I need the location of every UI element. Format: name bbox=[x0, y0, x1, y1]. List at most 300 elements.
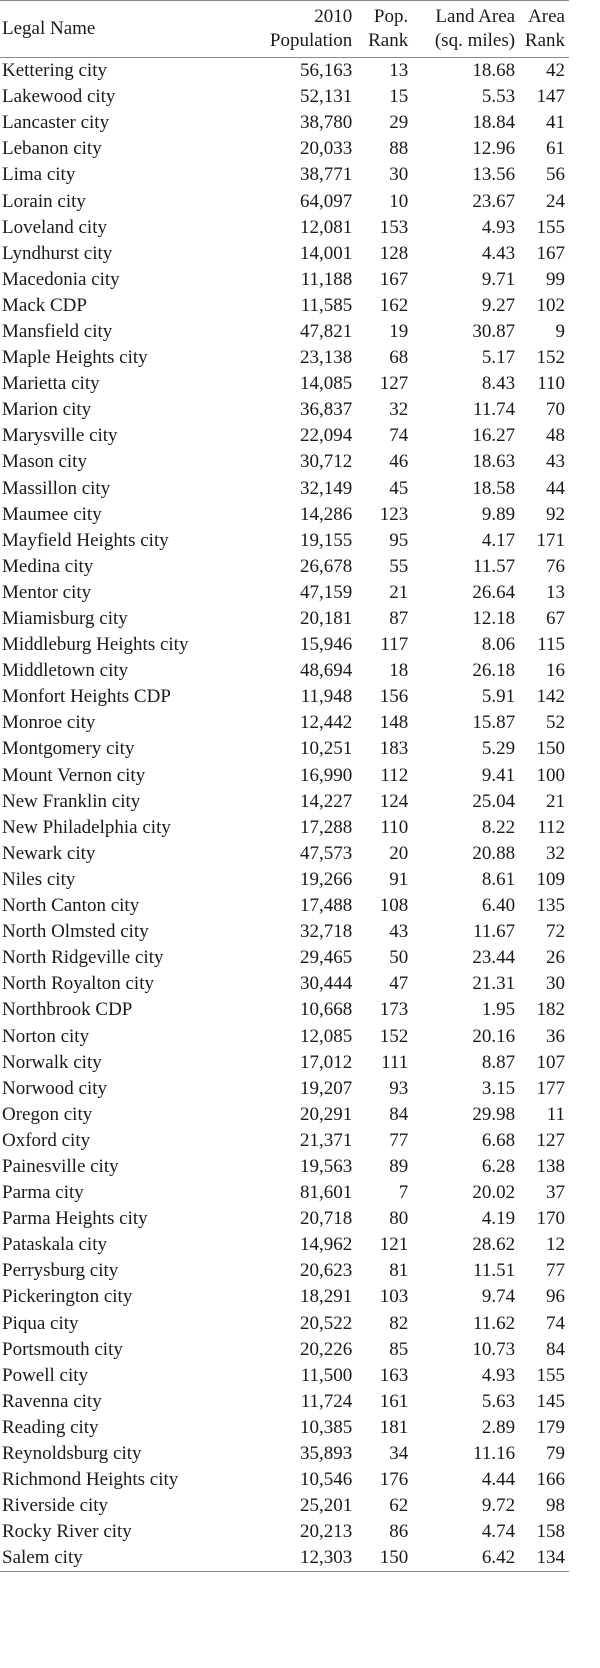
cell-population: 19,207 bbox=[299, 1077, 353, 1099]
cell-legal-name: Riverside city bbox=[2, 1495, 109, 1517]
table-row bbox=[0, 815, 569, 841]
table-row bbox=[0, 1154, 569, 1180]
cell-pop-rank: 162 bbox=[379, 294, 409, 316]
cell-legal-name: North Olmsted city bbox=[2, 921, 149, 943]
header-land-area bbox=[412, 1, 519, 58]
cell-population: 32,718 bbox=[299, 921, 353, 943]
header-area-rank-line2: Rank bbox=[524, 30, 565, 51]
cell-legal-name: Lyndhurst city bbox=[2, 242, 113, 264]
cell-pop-rank: 46 bbox=[389, 451, 409, 473]
cell-area-rank: 98 bbox=[546, 1495, 565, 1517]
cell-legal-name: Kettering city bbox=[2, 60, 107, 82]
cell-pop-rank: 93 bbox=[389, 1077, 409, 1099]
cell-population: 20,181 bbox=[299, 608, 353, 630]
table-row bbox=[0, 1206, 569, 1232]
cell-population: 30,444 bbox=[299, 973, 353, 995]
cell-pop-rank: 161 bbox=[379, 1390, 409, 1412]
cell-pop-rank: 81 bbox=[389, 1260, 409, 1282]
cell-land-area: 5.91 bbox=[481, 686, 516, 708]
cell-pop-rank: 55 bbox=[389, 555, 409, 577]
cell-pop-rank: 74 bbox=[389, 425, 409, 447]
cell-pop-rank: 85 bbox=[389, 1338, 409, 1360]
cell-area-rank: 167 bbox=[536, 242, 565, 264]
cell-land-area: 30.87 bbox=[472, 320, 516, 342]
cell-area-rank: 32 bbox=[546, 842, 565, 864]
cell-land-area: 20.16 bbox=[472, 1025, 516, 1047]
cell-area-rank: 152 bbox=[536, 347, 565, 369]
cell-legal-name: Pataskala city bbox=[2, 1234, 107, 1256]
cell-population: 14,962 bbox=[299, 1234, 353, 1256]
cell-population: 38,771 bbox=[299, 164, 353, 186]
cell-population: 20,213 bbox=[299, 1521, 353, 1543]
table-row bbox=[0, 554, 569, 580]
table-row bbox=[0, 1023, 569, 1049]
cell-legal-name: Mayfield Heights city bbox=[2, 529, 169, 551]
cell-pop-rank: 30 bbox=[389, 164, 409, 186]
table-row bbox=[0, 1284, 569, 1310]
cell-pop-rank: 77 bbox=[389, 1129, 409, 1151]
table-row bbox=[0, 1311, 569, 1337]
cell-land-area: 13.56 bbox=[472, 164, 516, 186]
cell-pop-rank: 121 bbox=[379, 1234, 409, 1256]
cell-pop-rank: 127 bbox=[379, 373, 409, 395]
cell-land-area: 5.17 bbox=[481, 347, 516, 369]
cell-pop-rank: 123 bbox=[379, 503, 409, 525]
cell-area-rank: 44 bbox=[546, 477, 565, 499]
table-row bbox=[0, 449, 569, 475]
cell-area-rank: 9 bbox=[555, 320, 565, 342]
cell-area-rank: 13 bbox=[546, 581, 565, 603]
cell-legal-name: Pickerington city bbox=[2, 1286, 133, 1308]
table-row bbox=[0, 1415, 569, 1441]
cell-pop-rank: 80 bbox=[389, 1208, 409, 1230]
cell-pop-rank: 112 bbox=[380, 764, 409, 786]
cell-land-area: 8.06 bbox=[481, 634, 516, 656]
cell-area-rank: 37 bbox=[546, 1182, 565, 1204]
header-land-area-line2: (sq. miles) bbox=[434, 30, 516, 51]
cell-legal-name: Mack CDP bbox=[2, 294, 87, 316]
cell-legal-name: Oregon city bbox=[2, 1103, 93, 1125]
cell-population: 35,893 bbox=[299, 1443, 353, 1465]
cell-legal-name: Richmond Heights city bbox=[2, 1469, 179, 1491]
cell-area-rank: 43 bbox=[546, 451, 565, 473]
cell-area-rank: 158 bbox=[536, 1521, 565, 1543]
cell-area-rank: 166 bbox=[536, 1469, 565, 1491]
cell-area-rank: 171 bbox=[536, 529, 565, 551]
cell-population: 23,138 bbox=[299, 347, 353, 369]
cell-population: 12,442 bbox=[299, 712, 353, 734]
cell-population: 17,488 bbox=[299, 895, 353, 917]
cell-area-rank: 79 bbox=[546, 1443, 565, 1465]
cell-legal-name: Salem city bbox=[0, 1545, 244, 1572]
cell-area-rank: 36 bbox=[546, 1025, 565, 1047]
cell-pop-rank: 110 bbox=[380, 816, 409, 838]
cell-pop-rank: 82 bbox=[389, 1312, 409, 1334]
cell-legal-name: Marysville city bbox=[2, 425, 118, 447]
cell-land-area: 18.58 bbox=[472, 477, 516, 499]
cell-legal-name: Parma city bbox=[2, 1182, 84, 1204]
cell-population: 17,012 bbox=[299, 1051, 353, 1073]
cell-legal-name: Parma Heights city bbox=[2, 1208, 148, 1230]
header-legal-name bbox=[0, 1, 244, 58]
cell-pop-rank: 87 bbox=[389, 608, 409, 630]
cell-pop-rank: 19 bbox=[389, 320, 409, 342]
cell-land-area: 11.62 bbox=[473, 1312, 516, 1334]
table-row bbox=[0, 188, 569, 214]
table-row bbox=[0, 971, 569, 997]
cell-pop-rank: 128 bbox=[379, 242, 409, 264]
cell-area-rank: 67 bbox=[546, 608, 565, 630]
table-row bbox=[0, 136, 569, 162]
table-row bbox=[0, 1102, 569, 1128]
header-land-area-line1: Land Area bbox=[435, 6, 516, 27]
cell-legal-name: New Philadelphia city bbox=[2, 816, 171, 838]
cell-land-area: 9.27 bbox=[481, 294, 516, 316]
table-row bbox=[0, 997, 569, 1023]
header-population-line1: 2010 bbox=[314, 6, 353, 27]
cell-area-rank: 24 bbox=[546, 190, 565, 212]
cell-land-area: 15.87 bbox=[472, 712, 516, 734]
cell-population: 20,623 bbox=[299, 1260, 353, 1282]
header-area-rank-line1: Area bbox=[528, 6, 565, 27]
cell-legal-name: New Franklin city bbox=[2, 790, 141, 812]
table-row bbox=[0, 736, 569, 762]
cell-legal-name: Reynoldsburg city bbox=[2, 1443, 142, 1465]
cell-population: 19,266 bbox=[299, 868, 353, 890]
table-row bbox=[0, 267, 569, 293]
table-row bbox=[0, 710, 569, 736]
cell-land-area: 4.43 bbox=[481, 242, 516, 264]
cell-legal-name: Ravenna city bbox=[2, 1390, 102, 1412]
cell-legal-name: Painesville city bbox=[2, 1155, 119, 1177]
cell-population: 15,946 bbox=[299, 634, 353, 656]
cell-population: 47,159 bbox=[299, 581, 353, 603]
cell-population: 19,155 bbox=[299, 529, 353, 551]
cell-pop-rank: 7 bbox=[398, 1182, 409, 1204]
table-row bbox=[0, 423, 569, 449]
header-pop-rank-line1: Pop. bbox=[373, 6, 409, 27]
cell-population: 14,286 bbox=[299, 503, 353, 525]
cell-legal-name: Piqua city bbox=[2, 1312, 79, 1334]
cell-area-rank: 21 bbox=[546, 790, 565, 812]
cell-pop-rank: 91 bbox=[389, 868, 409, 890]
cell-area-rank: 16 bbox=[546, 660, 565, 682]
cell-pop-rank: 68 bbox=[389, 347, 409, 369]
cell-area-rank: 41 bbox=[546, 112, 565, 134]
cell-area-rank: 102 bbox=[536, 294, 565, 316]
cell-land-area: 18.68 bbox=[472, 60, 516, 82]
cell-population: 30,712 bbox=[299, 451, 353, 473]
cell-area-rank: 170 bbox=[536, 1208, 565, 1230]
table-row bbox=[0, 1050, 569, 1076]
header-pop-rank bbox=[356, 1, 412, 58]
cell-land-area: 4.93 bbox=[481, 216, 516, 238]
table-row bbox=[0, 1258, 569, 1284]
cell-land-area: 1.95 bbox=[481, 999, 516, 1021]
table-row bbox=[0, 893, 569, 919]
cell-legal-name: Oxford city bbox=[2, 1129, 91, 1151]
table-row bbox=[0, 1389, 569, 1415]
cell-legal-name: Macedonia city bbox=[2, 268, 120, 290]
cell-area-rank: 100 bbox=[536, 764, 565, 786]
cell-pop-rank: 10 bbox=[389, 190, 409, 212]
cell-legal-name: Middleburg Heights city bbox=[2, 634, 189, 656]
cell-population: 12,303 bbox=[244, 1545, 356, 1572]
cell-pop-rank: 148 bbox=[379, 712, 409, 734]
cell-area-rank: 76 bbox=[546, 555, 565, 577]
table-row bbox=[0, 1545, 569, 1572]
cell-population: 20,522 bbox=[299, 1312, 353, 1334]
cell-legal-name: North Canton city bbox=[2, 895, 140, 917]
cell-area-rank: 150 bbox=[536, 738, 565, 760]
cell-area-rank: 84 bbox=[546, 1338, 565, 1360]
cell-land-area: 11.16 bbox=[473, 1443, 516, 1465]
cell-pop-rank: 47 bbox=[389, 973, 409, 995]
cell-area-rank: 138 bbox=[536, 1155, 565, 1177]
cell-population: 47,573 bbox=[299, 842, 353, 864]
cell-area-rank: 74 bbox=[546, 1312, 565, 1334]
table-row bbox=[0, 1493, 569, 1519]
cell-land-area: 23.67 bbox=[472, 190, 516, 212]
cell-area-rank: 182 bbox=[536, 999, 565, 1021]
cell-land-area: 4.74 bbox=[481, 1521, 516, 1543]
cell-land-area: 9.71 bbox=[481, 268, 516, 290]
cell-pop-rank: 45 bbox=[389, 477, 409, 499]
cell-pop-rank: 183 bbox=[379, 738, 409, 760]
cell-land-area: 12.96 bbox=[472, 138, 516, 160]
cell-area-rank: 77 bbox=[546, 1260, 565, 1282]
cell-population: 16,990 bbox=[299, 764, 353, 786]
cell-land-area: 20.88 bbox=[472, 842, 516, 864]
cell-land-area: 9.89 bbox=[481, 503, 516, 525]
cell-pop-rank: 62 bbox=[389, 1495, 409, 1517]
cell-legal-name: Norwood city bbox=[2, 1077, 108, 1099]
table-row bbox=[0, 528, 569, 554]
table-row bbox=[0, 606, 569, 632]
cell-area-rank: 26 bbox=[546, 947, 565, 969]
cell-pop-rank: 111 bbox=[381, 1051, 409, 1073]
cell-area-rank: 155 bbox=[536, 1364, 565, 1386]
cell-legal-name: Mason city bbox=[2, 451, 87, 473]
cell-area-rank: 56 bbox=[546, 164, 565, 186]
cell-population: 52,131 bbox=[299, 86, 353, 108]
cell-legal-name: North Royalton city bbox=[2, 973, 154, 995]
cell-area-rank: 107 bbox=[536, 1051, 565, 1073]
cell-land-area: 18.63 bbox=[472, 451, 516, 473]
cell-area-rank: 11 bbox=[546, 1103, 565, 1125]
cell-population: 20,226 bbox=[299, 1338, 353, 1360]
cell-population: 64,097 bbox=[299, 190, 353, 212]
cell-legal-name: Miamisburg city bbox=[2, 608, 128, 630]
cell-legal-name: Mansfield city bbox=[2, 320, 113, 342]
cell-land-area: 6.42 bbox=[412, 1545, 519, 1572]
cell-land-area: 11.74 bbox=[473, 399, 516, 421]
cell-land-area: 6.28 bbox=[481, 1155, 516, 1177]
cell-legal-name: Lancaster city bbox=[2, 112, 110, 134]
cell-population: 47,821 bbox=[299, 320, 353, 342]
cell-area-rank: 48 bbox=[546, 425, 565, 447]
cell-area-rank: 52 bbox=[546, 712, 565, 734]
cell-legal-name: Marion city bbox=[2, 399, 92, 421]
cell-legal-name: Perrysburg city bbox=[2, 1260, 119, 1282]
cell-population: 81,601 bbox=[299, 1182, 353, 1204]
cell-population: 38,780 bbox=[299, 112, 353, 134]
cell-area-rank: 96 bbox=[546, 1286, 565, 1308]
table-row bbox=[0, 345, 569, 371]
cell-population: 11,724 bbox=[300, 1390, 353, 1412]
cell-pop-rank: 95 bbox=[389, 529, 409, 551]
cell-legal-name: North Ridgeville city bbox=[2, 947, 164, 969]
table-row bbox=[0, 1232, 569, 1258]
cell-land-area: 8.43 bbox=[481, 373, 516, 395]
cell-population: 11,948 bbox=[300, 686, 353, 708]
table-row bbox=[0, 1441, 569, 1467]
cell-pop-rank: 15 bbox=[389, 86, 409, 108]
cell-land-area: 20.02 bbox=[472, 1182, 516, 1204]
cell-land-area: 9.74 bbox=[481, 1286, 516, 1308]
cell-pop-rank: 181 bbox=[379, 1416, 409, 1438]
cell-land-area: 28.62 bbox=[472, 1234, 516, 1256]
cell-legal-name: Mentor city bbox=[2, 581, 92, 603]
cell-population: 14,227 bbox=[299, 790, 353, 812]
cell-population: 14,085 bbox=[299, 373, 353, 395]
table-row bbox=[0, 162, 569, 188]
cell-land-area: 9.72 bbox=[481, 1495, 516, 1517]
table-row bbox=[0, 1363, 569, 1389]
table-row bbox=[0, 215, 569, 241]
cell-area-rank: 99 bbox=[546, 268, 565, 290]
cell-area-rank: 145 bbox=[536, 1390, 565, 1412]
table-row bbox=[0, 1180, 569, 1206]
cell-legal-name: Lima city bbox=[2, 164, 76, 186]
table-row bbox=[0, 241, 569, 267]
table-row bbox=[0, 1467, 569, 1493]
cell-legal-name: Massillon city bbox=[2, 477, 111, 499]
header-population bbox=[244, 1, 356, 58]
cell-legal-name: Lakewood city bbox=[2, 86, 116, 108]
cell-pop-rank: 163 bbox=[379, 1364, 409, 1386]
cell-land-area: 25.04 bbox=[472, 790, 516, 812]
cell-land-area: 16.27 bbox=[472, 425, 516, 447]
table-row bbox=[0, 1519, 569, 1545]
cell-land-area: 8.22 bbox=[481, 816, 516, 838]
cell-land-area: 5.53 bbox=[481, 86, 516, 108]
cell-land-area: 11.67 bbox=[473, 921, 516, 943]
header-row bbox=[0, 1, 569, 58]
cell-population: 19,563 bbox=[299, 1155, 353, 1177]
cell-land-area: 11.51 bbox=[473, 1260, 516, 1282]
cell-legal-name: Medina city bbox=[2, 555, 94, 577]
cell-legal-name: Lebanon city bbox=[2, 138, 102, 160]
cell-land-area: 9.41 bbox=[481, 764, 516, 786]
table-row bbox=[0, 1128, 569, 1154]
cell-legal-name: Maumee city bbox=[2, 503, 102, 525]
cell-area-rank: 179 bbox=[536, 1416, 565, 1438]
cell-area-rank: 134 bbox=[519, 1545, 569, 1572]
table-row bbox=[0, 867, 569, 893]
cell-land-area: 21.31 bbox=[472, 973, 516, 995]
cell-area-rank: 109 bbox=[536, 868, 565, 890]
cell-population: 32,149 bbox=[299, 477, 353, 499]
cell-pop-rank: 32 bbox=[389, 399, 409, 421]
cell-population: 20,033 bbox=[299, 138, 353, 160]
cell-land-area: 5.29 bbox=[481, 738, 516, 760]
cell-legal-name: Norwalk city bbox=[2, 1051, 102, 1073]
cell-pop-rank: 152 bbox=[379, 1025, 409, 1047]
table-body bbox=[0, 58, 569, 1572]
cell-legal-name: Monroe city bbox=[2, 712, 96, 734]
table-row bbox=[0, 580, 569, 606]
cell-land-area: 4.17 bbox=[481, 529, 516, 551]
cell-pop-rank: 86 bbox=[389, 1521, 409, 1543]
cell-population: 14,001 bbox=[299, 242, 353, 264]
cell-pop-rank: 117 bbox=[380, 634, 409, 656]
cell-legal-name: Loveland city bbox=[2, 216, 107, 238]
cell-pop-rank: 89 bbox=[389, 1155, 409, 1177]
cell-area-rank: 155 bbox=[536, 216, 565, 238]
cell-land-area: 4.93 bbox=[481, 1364, 516, 1386]
cell-population: 48,694 bbox=[299, 660, 353, 682]
cell-land-area: 29.98 bbox=[472, 1103, 516, 1125]
cell-area-rank: 92 bbox=[546, 503, 565, 525]
table-row bbox=[0, 1337, 569, 1363]
cell-area-rank: 70 bbox=[546, 399, 565, 421]
cell-population: 25,201 bbox=[299, 1495, 353, 1517]
table-row bbox=[0, 110, 569, 136]
cell-area-rank: 147 bbox=[536, 86, 565, 108]
table-row bbox=[0, 945, 569, 971]
cell-land-area: 8.61 bbox=[481, 868, 516, 890]
cell-pop-rank: 176 bbox=[379, 1469, 409, 1491]
table-row bbox=[0, 632, 569, 658]
cell-population: 10,385 bbox=[299, 1416, 353, 1438]
cell-area-rank: 112 bbox=[537, 816, 565, 838]
cell-pop-rank: 21 bbox=[389, 581, 409, 603]
cell-legal-name: Northbrook CDP bbox=[2, 999, 133, 1021]
cell-land-area: 4.19 bbox=[481, 1208, 516, 1230]
table-row bbox=[0, 919, 569, 945]
cell-area-rank: 72 bbox=[546, 921, 565, 943]
table-row bbox=[0, 502, 569, 528]
cell-legal-name: Rocky River city bbox=[2, 1521, 132, 1543]
table-header bbox=[0, 1, 569, 58]
cell-pop-rank: 43 bbox=[389, 921, 409, 943]
cell-legal-name: Portsmouth city bbox=[2, 1338, 123, 1360]
cell-area-rank: 177 bbox=[536, 1077, 565, 1099]
cell-legal-name: Mount Vernon city bbox=[2, 764, 146, 786]
cell-pop-rank: 103 bbox=[379, 1286, 409, 1308]
cell-legal-name: Lorain city bbox=[2, 190, 86, 212]
table-row bbox=[0, 684, 569, 710]
cell-pop-rank: 156 bbox=[379, 686, 409, 708]
cell-pop-rank: 20 bbox=[389, 842, 409, 864]
cell-pop-rank: 34 bbox=[389, 1443, 409, 1465]
table-row bbox=[0, 58, 569, 85]
table-row bbox=[0, 1076, 569, 1102]
cell-area-rank: 110 bbox=[537, 373, 565, 395]
cell-area-rank: 115 bbox=[537, 634, 565, 656]
cell-legal-name: Powell city bbox=[2, 1364, 89, 1386]
cell-population: 36,837 bbox=[299, 399, 353, 421]
cell-population: 10,668 bbox=[299, 999, 353, 1021]
cell-land-area: 26.18 bbox=[472, 660, 516, 682]
cell-area-rank: 142 bbox=[536, 686, 565, 708]
table-row bbox=[0, 371, 569, 397]
cell-land-area: 12.18 bbox=[472, 608, 516, 630]
cell-area-rank: 61 bbox=[546, 138, 565, 160]
table-row bbox=[0, 763, 569, 789]
cell-pop-rank: 173 bbox=[379, 999, 409, 1021]
